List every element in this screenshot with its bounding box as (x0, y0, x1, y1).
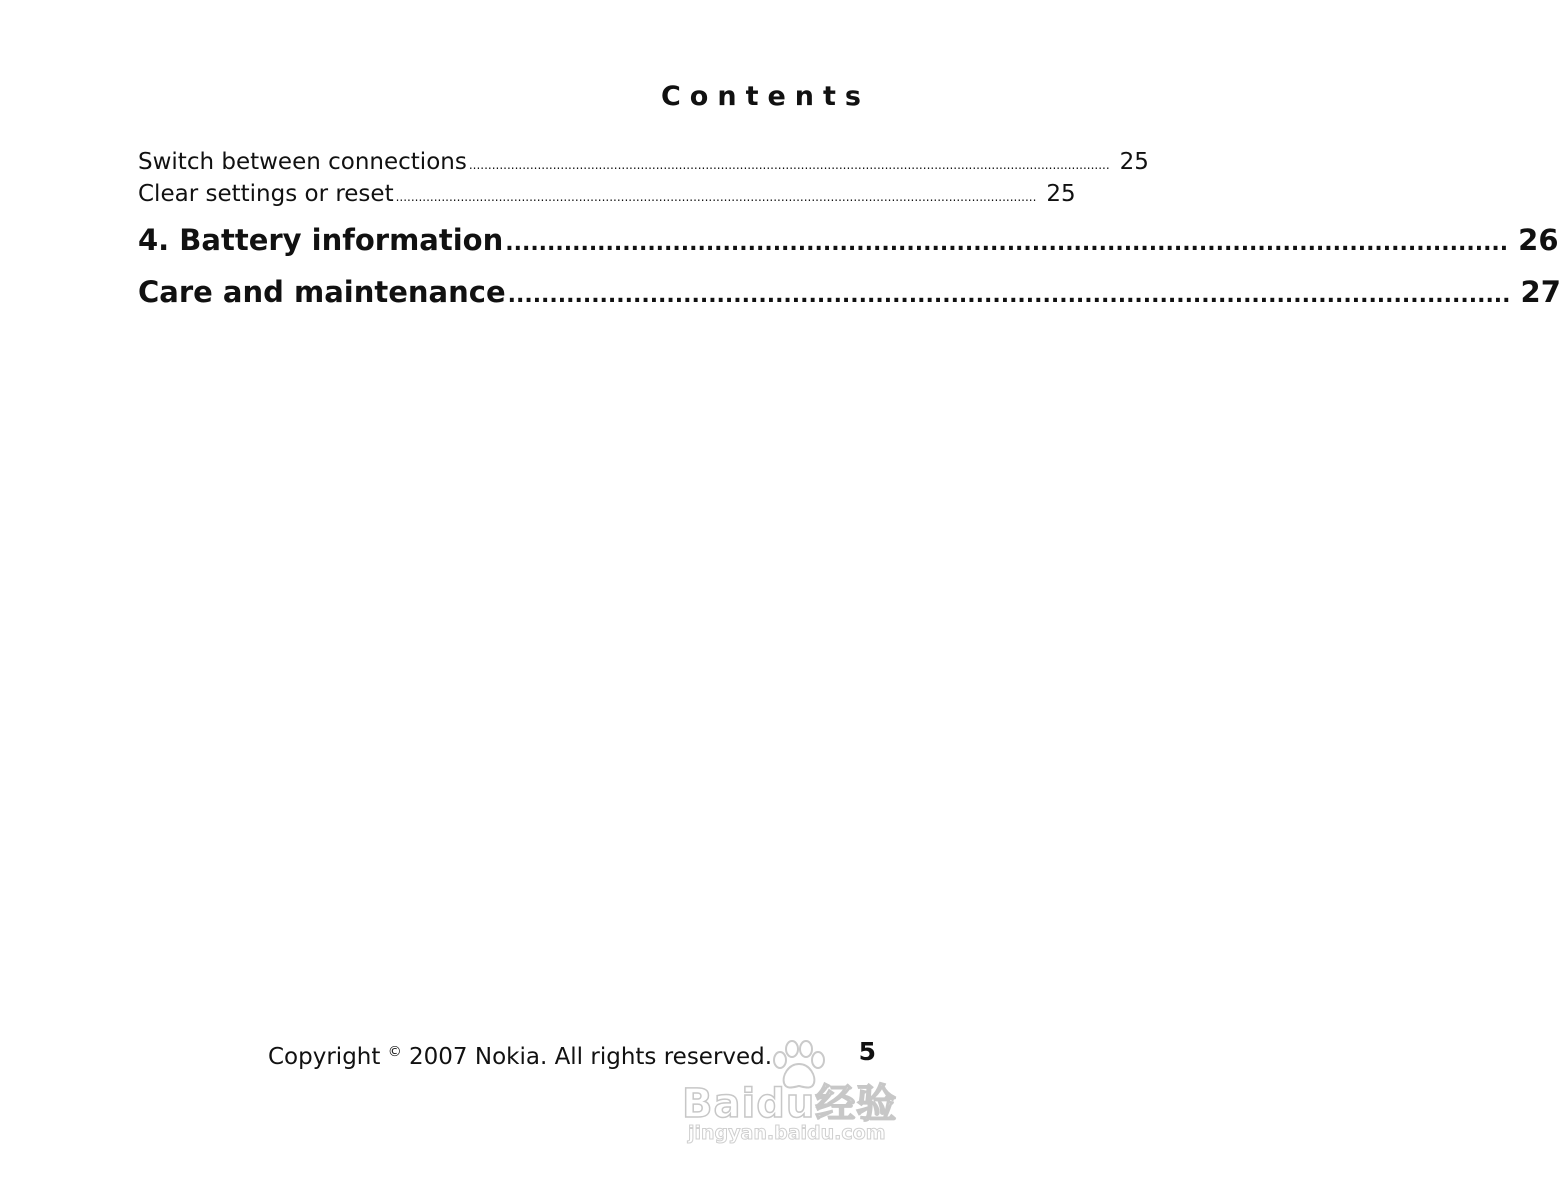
toc-entry[interactable] (138, 146, 1149, 178)
table-of-contents (138, 146, 1561, 318)
toc-entry-page: 25 (1046, 181, 1076, 207)
dot-leader: ........................................................................................................................ (507, 283, 1511, 308)
toc-entry-page: 26 (1518, 223, 1559, 257)
toc-entry-label: 4. Battery information (138, 223, 504, 257)
copyright-symbol: © (387, 1044, 402, 1060)
dot-leader: ........................................................................................................................................................................ (395, 190, 1037, 204)
toc-entry-label: Care and maintenance (138, 275, 506, 309)
page-number: 5 (858, 1037, 876, 1066)
watermark-url: jingyan.baidu.com (688, 1122, 886, 1144)
baidu-watermark (682, 1040, 912, 1152)
watermark-brand: Baidu经验 (682, 1081, 898, 1127)
toc-entry-label: Clear settings or reset (138, 181, 394, 207)
toc-entry[interactable] (138, 266, 1561, 318)
toc-entry-page: 25 (1119, 149, 1149, 175)
copyright-prefix: Copyright (268, 1044, 381, 1070)
toc-entry-label: Switch between connections (138, 149, 467, 175)
copyright-suffix: 2007 Nokia. All rights reserved. (409, 1044, 773, 1070)
dot-leader: ........................................................................................................................ (505, 231, 1509, 256)
page-title: Contents (660, 81, 870, 112)
toc-entry-page: 27 (1520, 275, 1561, 309)
dot-leader: ........................................................................................................................................................................ (468, 158, 1110, 172)
toc-entry[interactable] (138, 178, 1076, 210)
toc-entry[interactable] (138, 214, 1559, 266)
